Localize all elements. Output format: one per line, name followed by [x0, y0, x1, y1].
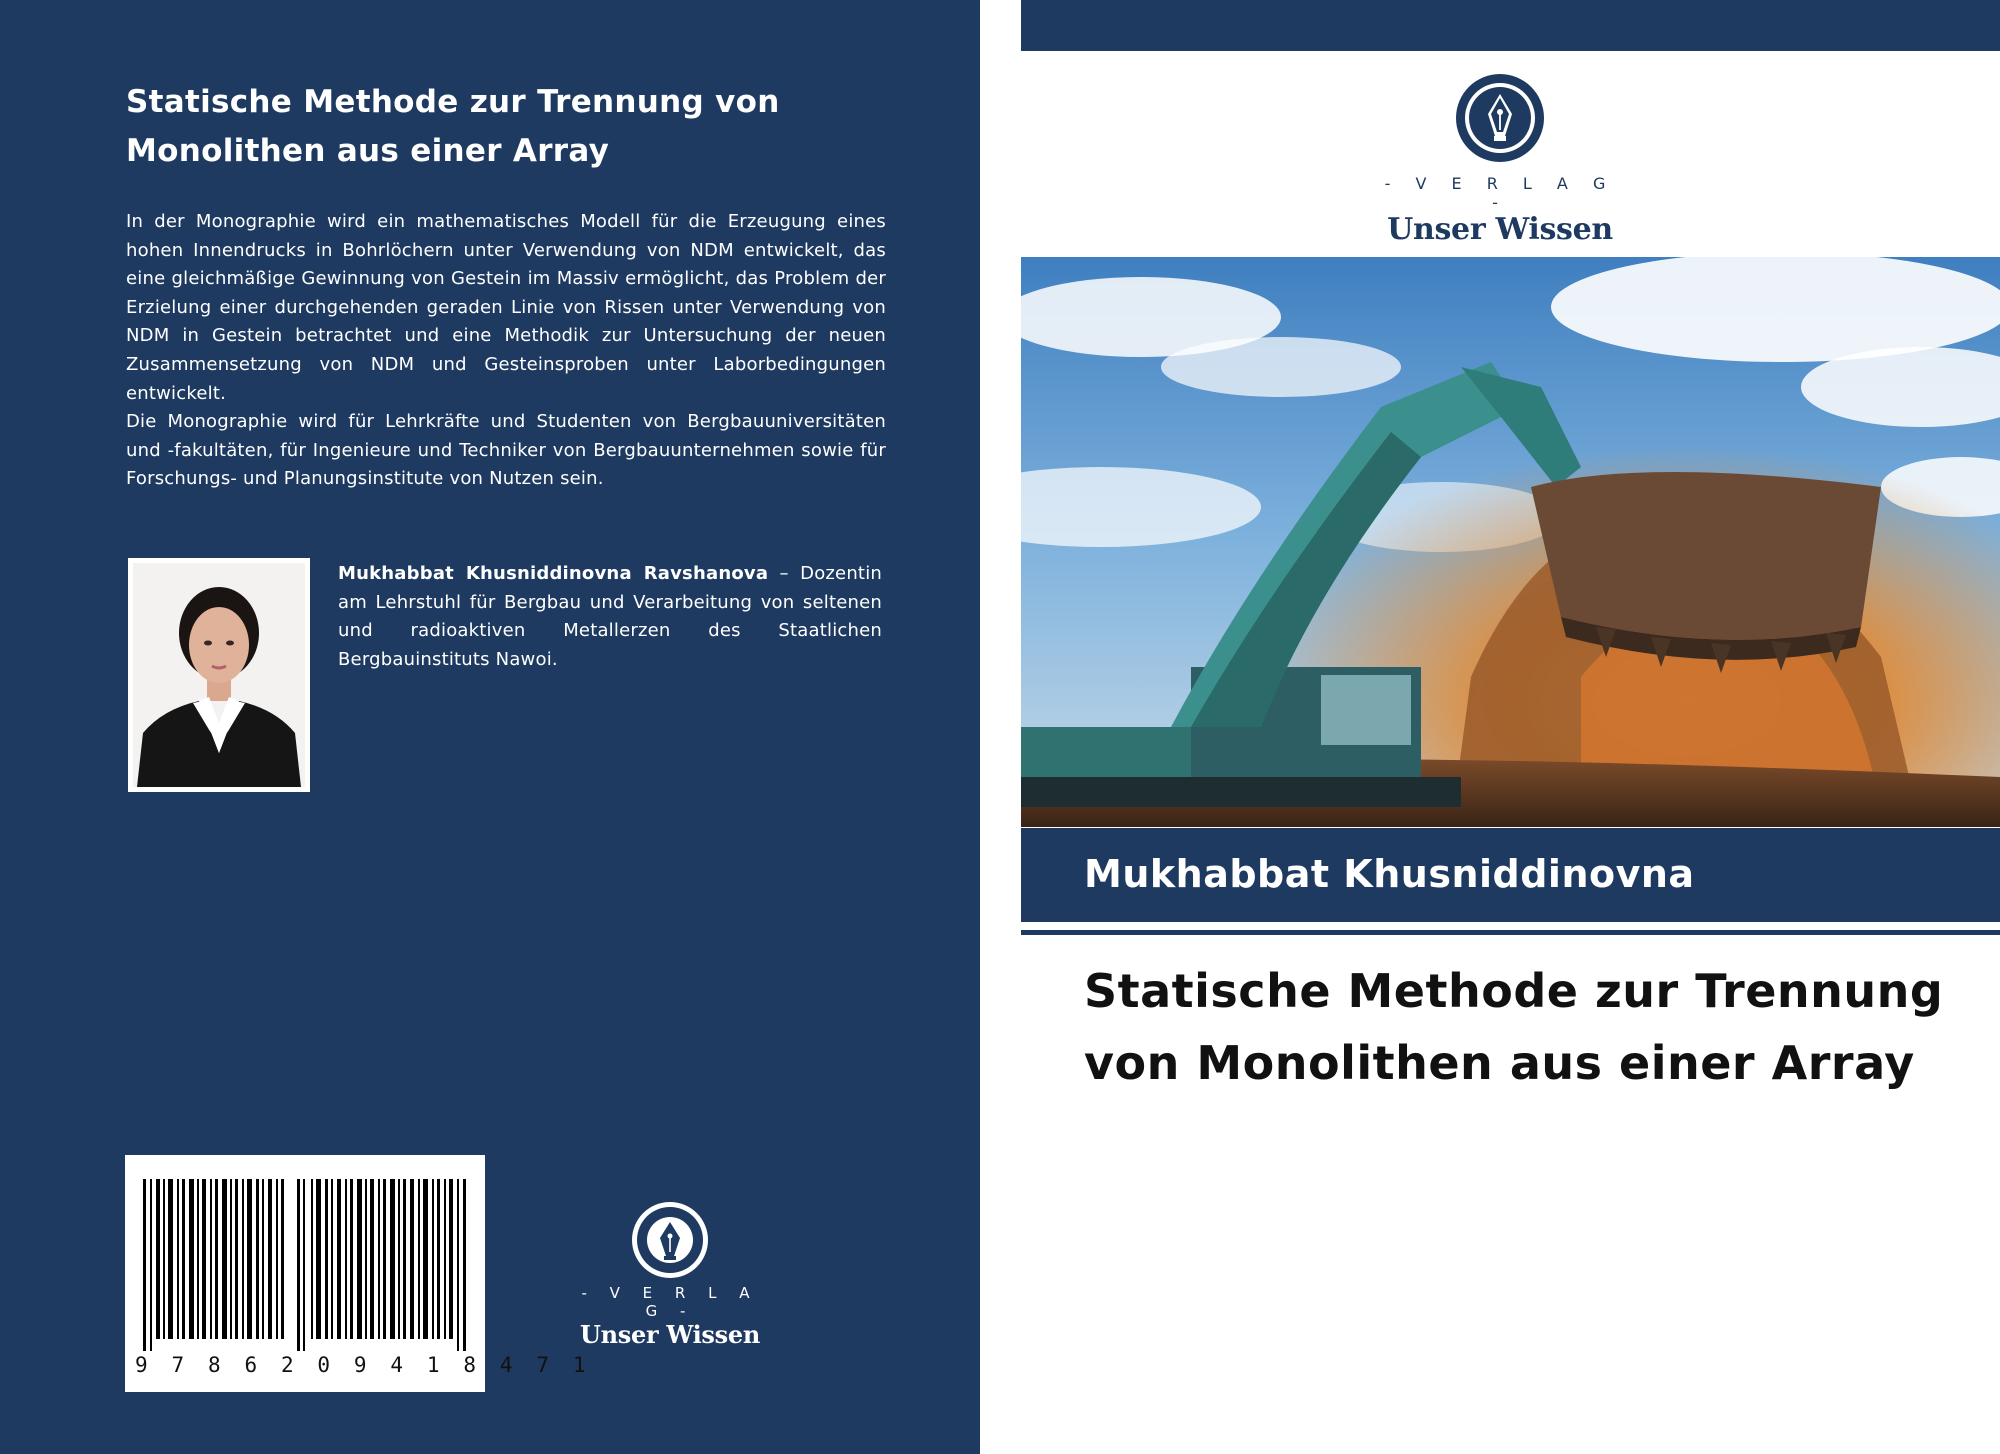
publisher-name: Unser Wissen	[1387, 212, 1613, 247]
publisher-verlag-label: - V E R L A G -	[1384, 174, 1616, 212]
author-bio-text: – Dozentin am Lehrstuhl für Bergbau und Verarbeitung von seltenen und radioaktiven Metallerzen des Staatlichen Bergbauinstituts Nawoi.	[338, 563, 882, 670]
description-paragraph-1: In der Monographie wird ein mathematisches Modell für die Erzeugung eines hohen Innendrucks in Bohrlöchern unter Verwendung von NDM entwickelt, das eine gleichmäßige Gewinnung von Gestein im Massiv ermöglicht, das Problem der Erzielung einer durchgehenden geraden Linie von Rissen unter Verwendung von NDM in Gestein betrachtet und eine Methodik zur Untersuchung der neuen Zusammensetzung von NDM und Gesteinsproben unter Laborbedingungen entwickelt.	[126, 211, 886, 404]
author-name: Mukhabbat Khusniddinovna Ravshanova	[338, 563, 769, 584]
fountain-pen-nib-icon	[1454, 72, 1546, 164]
author-portrait	[133, 563, 305, 787]
publisher-logo-front	[1380, 72, 1620, 247]
front-author-band	[1021, 828, 2000, 922]
front-cover-title: Statische Methode zur Trennung von Monolithen aus einer Array	[1084, 964, 1944, 1090]
publisher-name: Unser Wissen	[580, 1320, 760, 1349]
author-biography	[338, 560, 882, 674]
barcode	[141, 1179, 469, 1351]
book-description	[126, 208, 886, 494]
publisher-verlag-label: - V E R L A G -	[581, 1284, 759, 1320]
author-photo	[128, 558, 310, 792]
excavator-photo	[1021, 257, 2000, 827]
isbn-number: 9 7 8 6 2 0 9 4 1 8 4 7 1	[135, 1353, 592, 1377]
front-author-name: Mukhabbat Khusniddinovna	[1084, 852, 1695, 896]
isbn-barcode	[125, 1155, 592, 1392]
fountain-pen-nib-icon	[630, 1200, 710, 1280]
back-cover-title: Statische Methode zur Trennung von Monolithen aus einer Array	[126, 84, 780, 169]
front-cover-top-bar	[1021, 0, 2000, 51]
divider-line	[1021, 930, 2000, 935]
publisher-logo-back	[580, 1200, 760, 1349]
cover-image	[1021, 257, 2000, 827]
description-paragraph-2: Die Monographie wird für Lehrkräfte und Studenten von Bergbauuniversitäten und -fakultäten, für Ingenieure und Techniker von Bergbauunternehmen sowie für Forschungs- und Planungsinstitute von Nutzen sein.	[126, 411, 886, 490]
back-cover	[0, 0, 980, 1454]
